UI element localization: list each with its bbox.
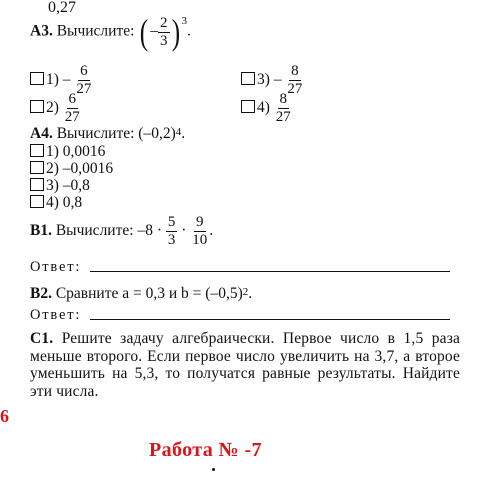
denominator: 27: [64, 109, 80, 125]
dot-mark: [212, 468, 215, 471]
sign: –: [150, 22, 159, 40]
checkbox[interactable]: [30, 161, 44, 174]
numerator: 9: [196, 214, 204, 230]
denominator: 27: [275, 109, 291, 125]
paren-open: (: [140, 12, 149, 52]
answer-line[interactable]: [90, 319, 450, 320]
problem-prompt: Вычислите: (–0,2): [56, 125, 176, 142]
a3-option-4[interactable]: [241, 92, 293, 125]
problem-prompt: Вычислите:: [55, 222, 134, 240]
checkbox[interactable]: [30, 178, 44, 191]
option-text: 1) 0,0016: [46, 143, 106, 160]
denominator: 27: [287, 81, 303, 97]
denominator: 10: [192, 232, 208, 248]
option-number: 1): [46, 71, 59, 89]
numerator: 6: [68, 91, 77, 107]
problem-a4: [30, 125, 185, 143]
a4-option-2[interactable]: [30, 160, 113, 178]
option-text: 3) –0,8: [46, 177, 90, 194]
numerator: 8: [279, 91, 288, 107]
problem-prompt: Сравните a = 0,3 и b = (–0,5): [55, 285, 243, 302]
exponent: 2: [242, 286, 249, 298]
period: .: [248, 285, 253, 302]
answer-label: Ответ:: [30, 307, 82, 323]
checkbox[interactable]: [30, 195, 44, 208]
problem-label: А4.: [30, 125, 53, 142]
option-number: 3): [257, 71, 270, 89]
problem-prompt: Вычислите:: [56, 22, 135, 40]
sign: –: [273, 71, 282, 89]
problem-c1: [30, 330, 460, 400]
page-side-number: 6: [0, 406, 9, 426]
option-number: 2): [46, 99, 59, 117]
problem-label: А3.: [30, 22, 53, 40]
paren-close: ): [171, 12, 180, 52]
a3-option-2[interactable]: [30, 92, 82, 125]
cropped-option-text: 0,27: [48, 0, 76, 16]
problem-a3: [30, 14, 191, 50]
problem-label: С1.: [30, 330, 54, 347]
fraction: [166, 215, 178, 248]
numerator: 8: [291, 63, 299, 79]
sign: –: [62, 71, 71, 89]
fraction: [190, 215, 209, 248]
checkbox[interactable]: [30, 144, 44, 157]
problem-text: Решите задачу алгебраически. Первое число в 1,5 раза меньше второго. Если первое число увеличить на 3,7, а второе уменьшить на 5,3, то получатся равные результаты. Найдите эти числа.: [30, 330, 460, 400]
period: .: [181, 125, 186, 142]
a4-option-4[interactable]: [30, 194, 82, 212]
answer-label: Ответ:: [30, 259, 82, 275]
fraction: [158, 16, 170, 49]
checkbox[interactable]: [30, 72, 44, 85]
problem-label: В2.: [30, 285, 52, 302]
period: .: [187, 22, 191, 40]
exponent: 4: [175, 126, 182, 138]
fraction: [274, 92, 293, 125]
numerator: 2: [160, 14, 168, 31]
answer-line[interactable]: [90, 271, 450, 272]
fraction: [63, 92, 82, 125]
a4-option-1[interactable]: [30, 143, 105, 161]
problem-b2: [30, 285, 252, 303]
cropped-option-fragment: [30, 0, 100, 16]
checkbox[interactable]: [30, 100, 44, 113]
option-text: 2) –0,0016: [46, 160, 114, 177]
denominator: 3: [160, 32, 168, 49]
checkbox[interactable]: [241, 72, 255, 85]
exponent: 3: [181, 15, 188, 27]
numerator: 5: [167, 214, 176, 230]
problem-b1: [30, 215, 213, 248]
expression-lead: –8 ·: [137, 222, 162, 240]
multiply-dot: ·: [181, 222, 187, 240]
denominator: 27: [76, 81, 92, 97]
a4-option-3[interactable]: [30, 177, 90, 195]
problem-label: В1.: [30, 222, 52, 240]
option-number: 4): [257, 99, 270, 117]
option-text: 4) 0,8: [46, 194, 83, 211]
section-heading: Работа № -7: [149, 439, 262, 461]
denominator: 3: [167, 232, 176, 248]
checkbox[interactable]: [241, 100, 255, 113]
period: .: [209, 222, 214, 240]
numerator: 6: [80, 63, 88, 79]
